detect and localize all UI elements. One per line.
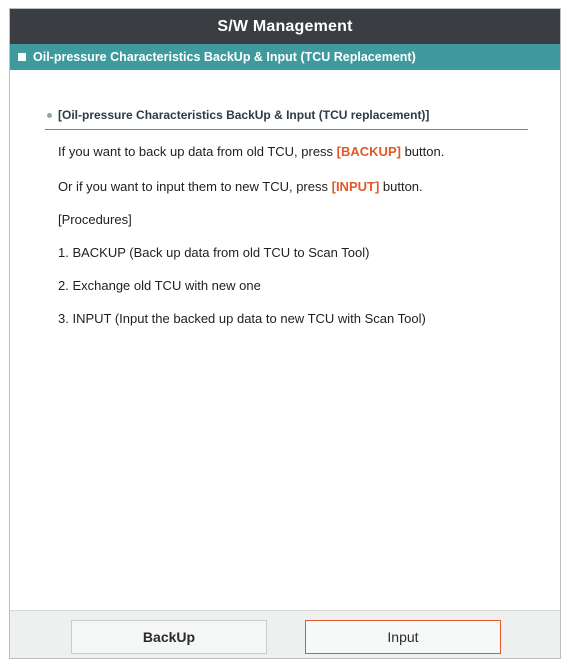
function-header-label: Oil-pressure Characteristics BackUp & Input (TCU Replacement) [33, 50, 416, 64]
window-title: S/W Management [10, 9, 560, 44]
procedure-step-2: 2. Exchange old TCU with new one [58, 278, 261, 293]
backup-button[interactable]: BackUp [71, 620, 267, 654]
instructions-panel [10, 70, 560, 612]
instruction-input [58, 179, 423, 194]
instruction-backup-suffix: button. [400, 144, 445, 159]
instruction-backup-text: If you want to back up data from old TCU, press [58, 144, 337, 159]
function-header [10, 44, 560, 70]
instruction-input-text: Or if you want to input them to new TCU, press [58, 179, 332, 194]
input-keyword: [INPUT] [331, 179, 380, 194]
button-bar [10, 610, 560, 658]
procedure-step-1: 1. BACKUP (Back up data from old TCU to Scan Tool) [58, 245, 370, 260]
square-bullet-icon [18, 53, 26, 61]
bullet-dot-icon [47, 113, 52, 118]
section-heading-label: [Oil-pressure Characteristics BackUp & Input (TCU replacement)] [58, 108, 430, 122]
backup-keyword: [BACKUP] [336, 144, 401, 159]
section-heading [45, 108, 528, 130]
input-button[interactable]: Input [305, 620, 501, 654]
instruction-backup [58, 144, 444, 159]
procedure-step-3: 3. INPUT (Input the backed up data to new TCU with Scan Tool) [58, 311, 426, 326]
procedures-label: [Procedures] [58, 212, 132, 227]
instruction-input-suffix: button. [379, 179, 423, 194]
sw-management-window [9, 8, 561, 659]
